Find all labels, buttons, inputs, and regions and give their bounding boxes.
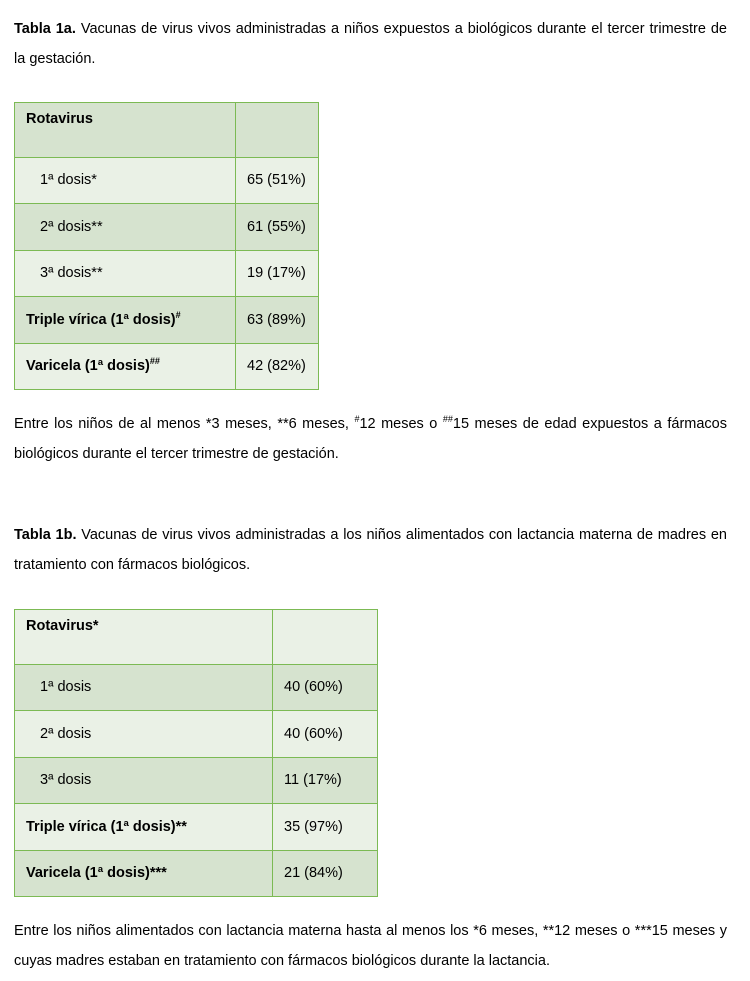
row-label: Triple vírica (1ª dosis)** <box>15 804 273 851</box>
row-value: 11 (17%) <box>273 757 378 804</box>
table-row <box>15 103 319 158</box>
row-value: 65 (51%) <box>236 157 319 204</box>
row-label: 3ª dosis <box>15 757 273 804</box>
row-value: 42 (82%) <box>236 343 319 390</box>
row-label: 2ª dosis <box>15 711 273 758</box>
table-1b <box>14 609 378 897</box>
footnote-sup: # <box>354 414 360 424</box>
row-value <box>273 610 378 665</box>
row-label: 1ª dosis* <box>15 157 236 204</box>
table-1b-caption <box>14 521 727 580</box>
row-value: 63 (89%) <box>236 297 319 344</box>
row-label: Varicela (1ª dosis)*** <box>15 850 273 897</box>
row-value: 21 (84%) <box>273 850 378 897</box>
table-row <box>15 204 319 251</box>
table-row <box>15 804 378 851</box>
table-row <box>15 610 378 665</box>
row-value: 61 (55%) <box>236 204 319 251</box>
footnote-text: 12 meses o <box>359 416 443 432</box>
table-1a-caption-label: Tabla 1a. <box>14 21 76 37</box>
row-label: 2ª dosis** <box>15 204 236 251</box>
row-value: 19 (17%) <box>236 250 319 297</box>
row-label: Rotavirus* <box>15 610 273 665</box>
row-value <box>236 103 319 158</box>
row-value: 40 (60%) <box>273 664 378 711</box>
row-label-cell <box>15 343 236 390</box>
table-1a-footnote <box>14 410 727 469</box>
row-label: Triple vírica (1ª dosis) <box>26 311 176 328</box>
table-1a-caption <box>14 15 727 74</box>
table-1b-caption-text: Vacunas de virus vivos administradas a los niños alimentados con lactancia materna de madres en tratamiento con fármacos biológicos. <box>14 527 727 573</box>
footnote-text: 15 meses de edad expuestos a fármacos biológicos durante el tercer trimestre de gestación. <box>14 416 727 462</box>
table-row <box>15 664 378 711</box>
table-row <box>15 757 378 804</box>
table-1a-caption-text: Vacunas de virus vivos administradas a niños expuestos a biológicos durante el tercer trimestre de la gestación. <box>14 21 727 67</box>
row-label: Varicela (1ª dosis) <box>26 358 150 375</box>
row-label: 1ª dosis <box>15 664 273 711</box>
table-1a <box>14 102 319 390</box>
row-value: 40 (60%) <box>273 711 378 758</box>
table-row <box>15 343 319 390</box>
row-label-sup: ## <box>149 356 160 367</box>
table-1b-caption-label: Tabla 1b. <box>14 527 77 543</box>
row-label-sup: # <box>175 309 181 320</box>
row-value: 35 (97%) <box>273 804 378 851</box>
row-label: Rotavirus <box>15 103 236 158</box>
table-row <box>15 250 319 297</box>
table-row <box>15 711 378 758</box>
row-label: 3ª dosis** <box>15 250 236 297</box>
table-row <box>15 850 378 897</box>
footnote-sup: ## <box>442 414 453 424</box>
table-row <box>15 297 319 344</box>
table-row <box>15 157 319 204</box>
row-label-cell <box>15 297 236 344</box>
footnote-text: Entre los niños de al menos *3 meses, **6 meses, <box>14 416 355 432</box>
table-1b-footnote: Entre los niños alimentados con lactancia materna hasta al menos los *6 meses, **12 meses o ***15 meses y cuyas madres estaban en tratamiento con fármacos biológicos durante la lactancia. <box>14 923 727 969</box>
